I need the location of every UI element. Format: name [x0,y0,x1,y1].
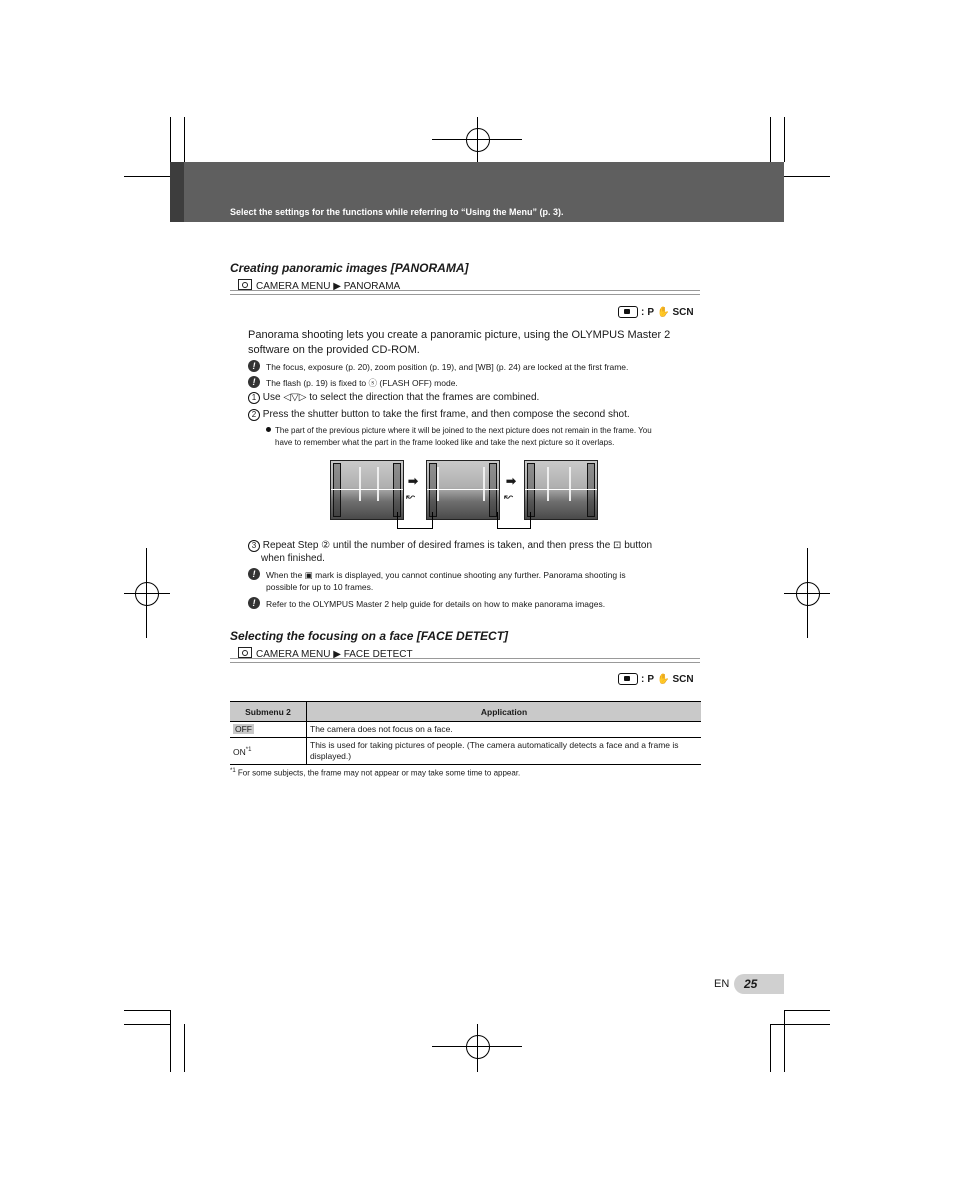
note [248,377,698,389]
section-title-face-detect: Selecting the focusing on a face [FACE DETECT] [230,629,509,643]
submenu-value-default: OFF [235,724,252,734]
bullet-dot [266,427,271,432]
crop-mark [124,1024,170,1025]
registration-mark [796,582,820,606]
footnote-ref: *1 [245,746,252,753]
header-tab [170,162,184,222]
application-cell: This is used for taking pictures of people. (The camera automatically detects a face and a frame is displayed.) [307,738,702,765]
program-mode-label: P [647,306,655,318]
note-text: The focus, exposure (p. 20), zoom position (p. 19), and [WB] (p. 24) are locked at the first frame. [266,362,629,372]
program-mode-label: P [647,673,655,685]
bridge-deck [427,489,499,490]
bullet-text: The part of the previous picture where it will be joined to the next picture does not remain in the frame. You [275,426,652,435]
caution-icon: ! [248,360,260,372]
shooting-modes: : P ✋ SCN [618,306,694,318]
crop-mark [784,1010,830,1011]
panorama-frame-2-image [426,460,500,520]
stabilizer-mode-icon: ✋ [657,306,670,318]
crop-mark [770,1024,830,1025]
bridge-tower [437,467,439,501]
camera-mode-icon [618,306,638,318]
step-text: Use ◁▽▷ to select the direction that the frames are combined. [262,392,540,403]
caution-icon: ! [248,597,260,609]
submenu-cell [230,722,307,738]
crop-mark [184,1024,185,1072]
registration-mark [135,582,159,606]
menu-path-text: CAMERA MENU ▶ FACE DETECT [256,649,413,660]
note [248,598,698,610]
frame-edge-guide [587,463,595,517]
step-text: Repeat Step ② until the number of desired frames is taken, and then press the ⊡ button [262,540,653,551]
arrow-right-icon: ➡ [506,474,517,488]
table-row [230,722,701,738]
section-title-panorama: Creating panoramic images [PANORAMA] [230,261,469,275]
panorama-frame-1-image [330,460,404,520]
submenu-table [230,701,701,765]
camera-menu-icon [238,647,252,658]
language-label: EN [714,978,730,990]
frame-edge-guide [527,463,535,517]
frame-edge-guide [429,463,437,517]
step-3-cont: when finished. [261,553,325,564]
crop-mark [170,117,171,162]
frame-edge-guide [489,463,497,517]
header-instruction: Select the settings for the functions while referring to “Using the Menu” (p. 3). [230,207,564,217]
footnote [230,768,520,778]
note-text: Refer to the OLYMPUS Master 2 help guide for details on how to make panorama images. [266,599,606,609]
footnote-mark: *1 [230,768,236,774]
registration-mark [466,128,490,152]
step-text: Press the shutter button to take the first frame, and then compose the second shot. [262,409,630,420]
note-text: The flash (p. 19) is fixed to ⓢ (FLASH OFF) mode. [266,378,458,388]
scene-mode-label: SCN [672,306,694,318]
bridge-tower [483,467,485,501]
step-3 [248,539,698,552]
shooting-modes: : P ✋ SCN [618,673,694,685]
menu-path-text: CAMERA MENU ▶ PANORAMA [256,281,401,292]
bridge-tower [547,467,549,501]
frame-edge-guide [333,463,341,517]
section-divider [230,290,700,295]
bullet-item [266,425,698,437]
frame-connector [497,512,531,529]
crop-mark [124,176,170,177]
bullet-item-cont: have to remember what the part in the frame looked like and take the next picture so it overlaps. [275,438,615,447]
arrow-right-icon: ➡ [408,474,419,488]
crop-mark [124,1010,170,1011]
panorama-frame-3-image [524,460,598,520]
crop-mark [184,117,185,162]
registration-mark [124,593,170,594]
registration-mark [477,117,478,162]
note [248,361,698,373]
note-text: possible for up to 10 frames. [266,582,374,592]
stabilizer-mode-icon: ✋ [657,673,670,685]
step-number: 2 [248,409,260,421]
crop-mark [770,1024,771,1072]
page-number-tab [734,974,784,994]
crop-mark [784,1010,785,1072]
frame-connector [397,512,433,529]
step-number: 1 [248,392,260,404]
note-cont [266,581,716,593]
table-row [230,738,701,765]
bridge-tower [377,467,379,501]
column-header: Application [307,702,702,722]
submenu-cell [230,738,307,765]
frame-edge-guide [393,463,401,517]
scene-mode-label: SCN [672,673,694,685]
footnote-text: For some subjects, the frame may not appear or may take some time to appear. [237,768,521,778]
bridge-deck [331,489,403,490]
hand-pan-icon: ↜ [406,491,416,503]
hand-pan-icon: ↜ [504,491,514,503]
camera-mode-icon [618,673,638,685]
section-divider [230,658,700,663]
registration-mark [146,548,147,638]
column-header: Submenu 2 [230,702,307,722]
intro-line: Panorama shooting lets you create a panoramic picture, using the OLYMPUS Master 2 [248,329,671,341]
bridge-tower [569,467,571,501]
note-text: When the ▣ mark is displayed, you cannot continue shooting any further. Panorama shooting is [266,570,626,580]
application-cell: The camera does not focus on a face. [307,722,702,738]
caution-icon: ! [248,376,260,388]
registration-mark [807,548,808,638]
caution-icon: ! [248,568,260,580]
intro-line: software on the provided CD-ROM. [248,344,420,356]
page-number: 25 [744,977,758,991]
step-1 [248,391,698,404]
note [248,569,698,581]
step-number: 3 [248,540,260,552]
table-header-row [230,702,701,722]
submenu-value: ON [233,746,246,757]
step-2 [248,408,698,421]
crop-mark [784,176,830,177]
crop-mark [770,117,771,162]
crop-mark [170,1010,171,1072]
registration-mark [477,1024,478,1072]
bridge-deck [525,489,597,490]
bridge-tower [359,467,361,501]
crop-mark [784,117,785,162]
camera-menu-icon [238,279,252,290]
registration-mark [466,1035,490,1059]
